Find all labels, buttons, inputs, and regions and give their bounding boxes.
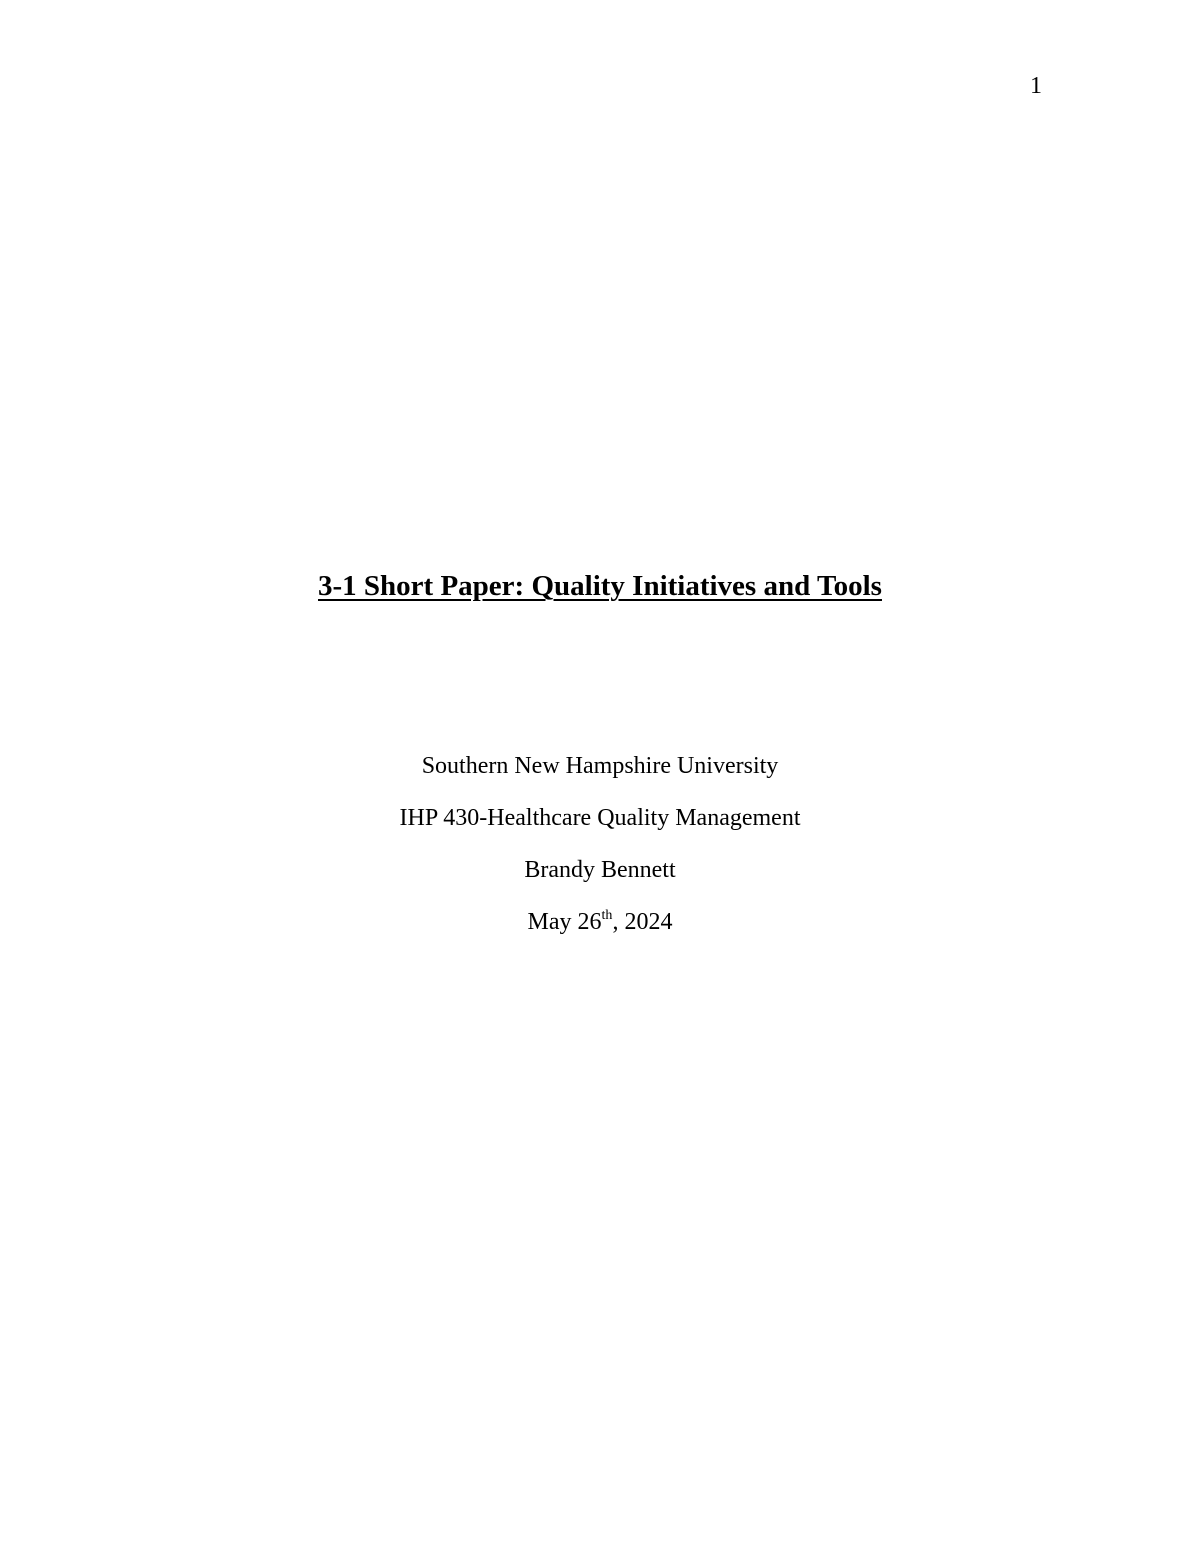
author-name: Brandy Bennett — [524, 857, 676, 883]
date-year: , 2024 — [612, 909, 673, 935]
institution-name: Southern New Hampshire University — [421, 753, 779, 779]
date-ordinal-suffix: th — [601, 908, 613, 923]
page-number: 1 — [1030, 73, 1042, 99]
date-month-day: May 26 — [527, 909, 602, 935]
submission-date — [0, 896, 1200, 948]
course-name: IHP 430-Healthcare Quality Management — [399, 805, 801, 831]
paper-title: 3-1 Short Paper: Quality Initiatives and Tools — [318, 570, 882, 602]
title-page-info — [0, 740, 1200, 948]
